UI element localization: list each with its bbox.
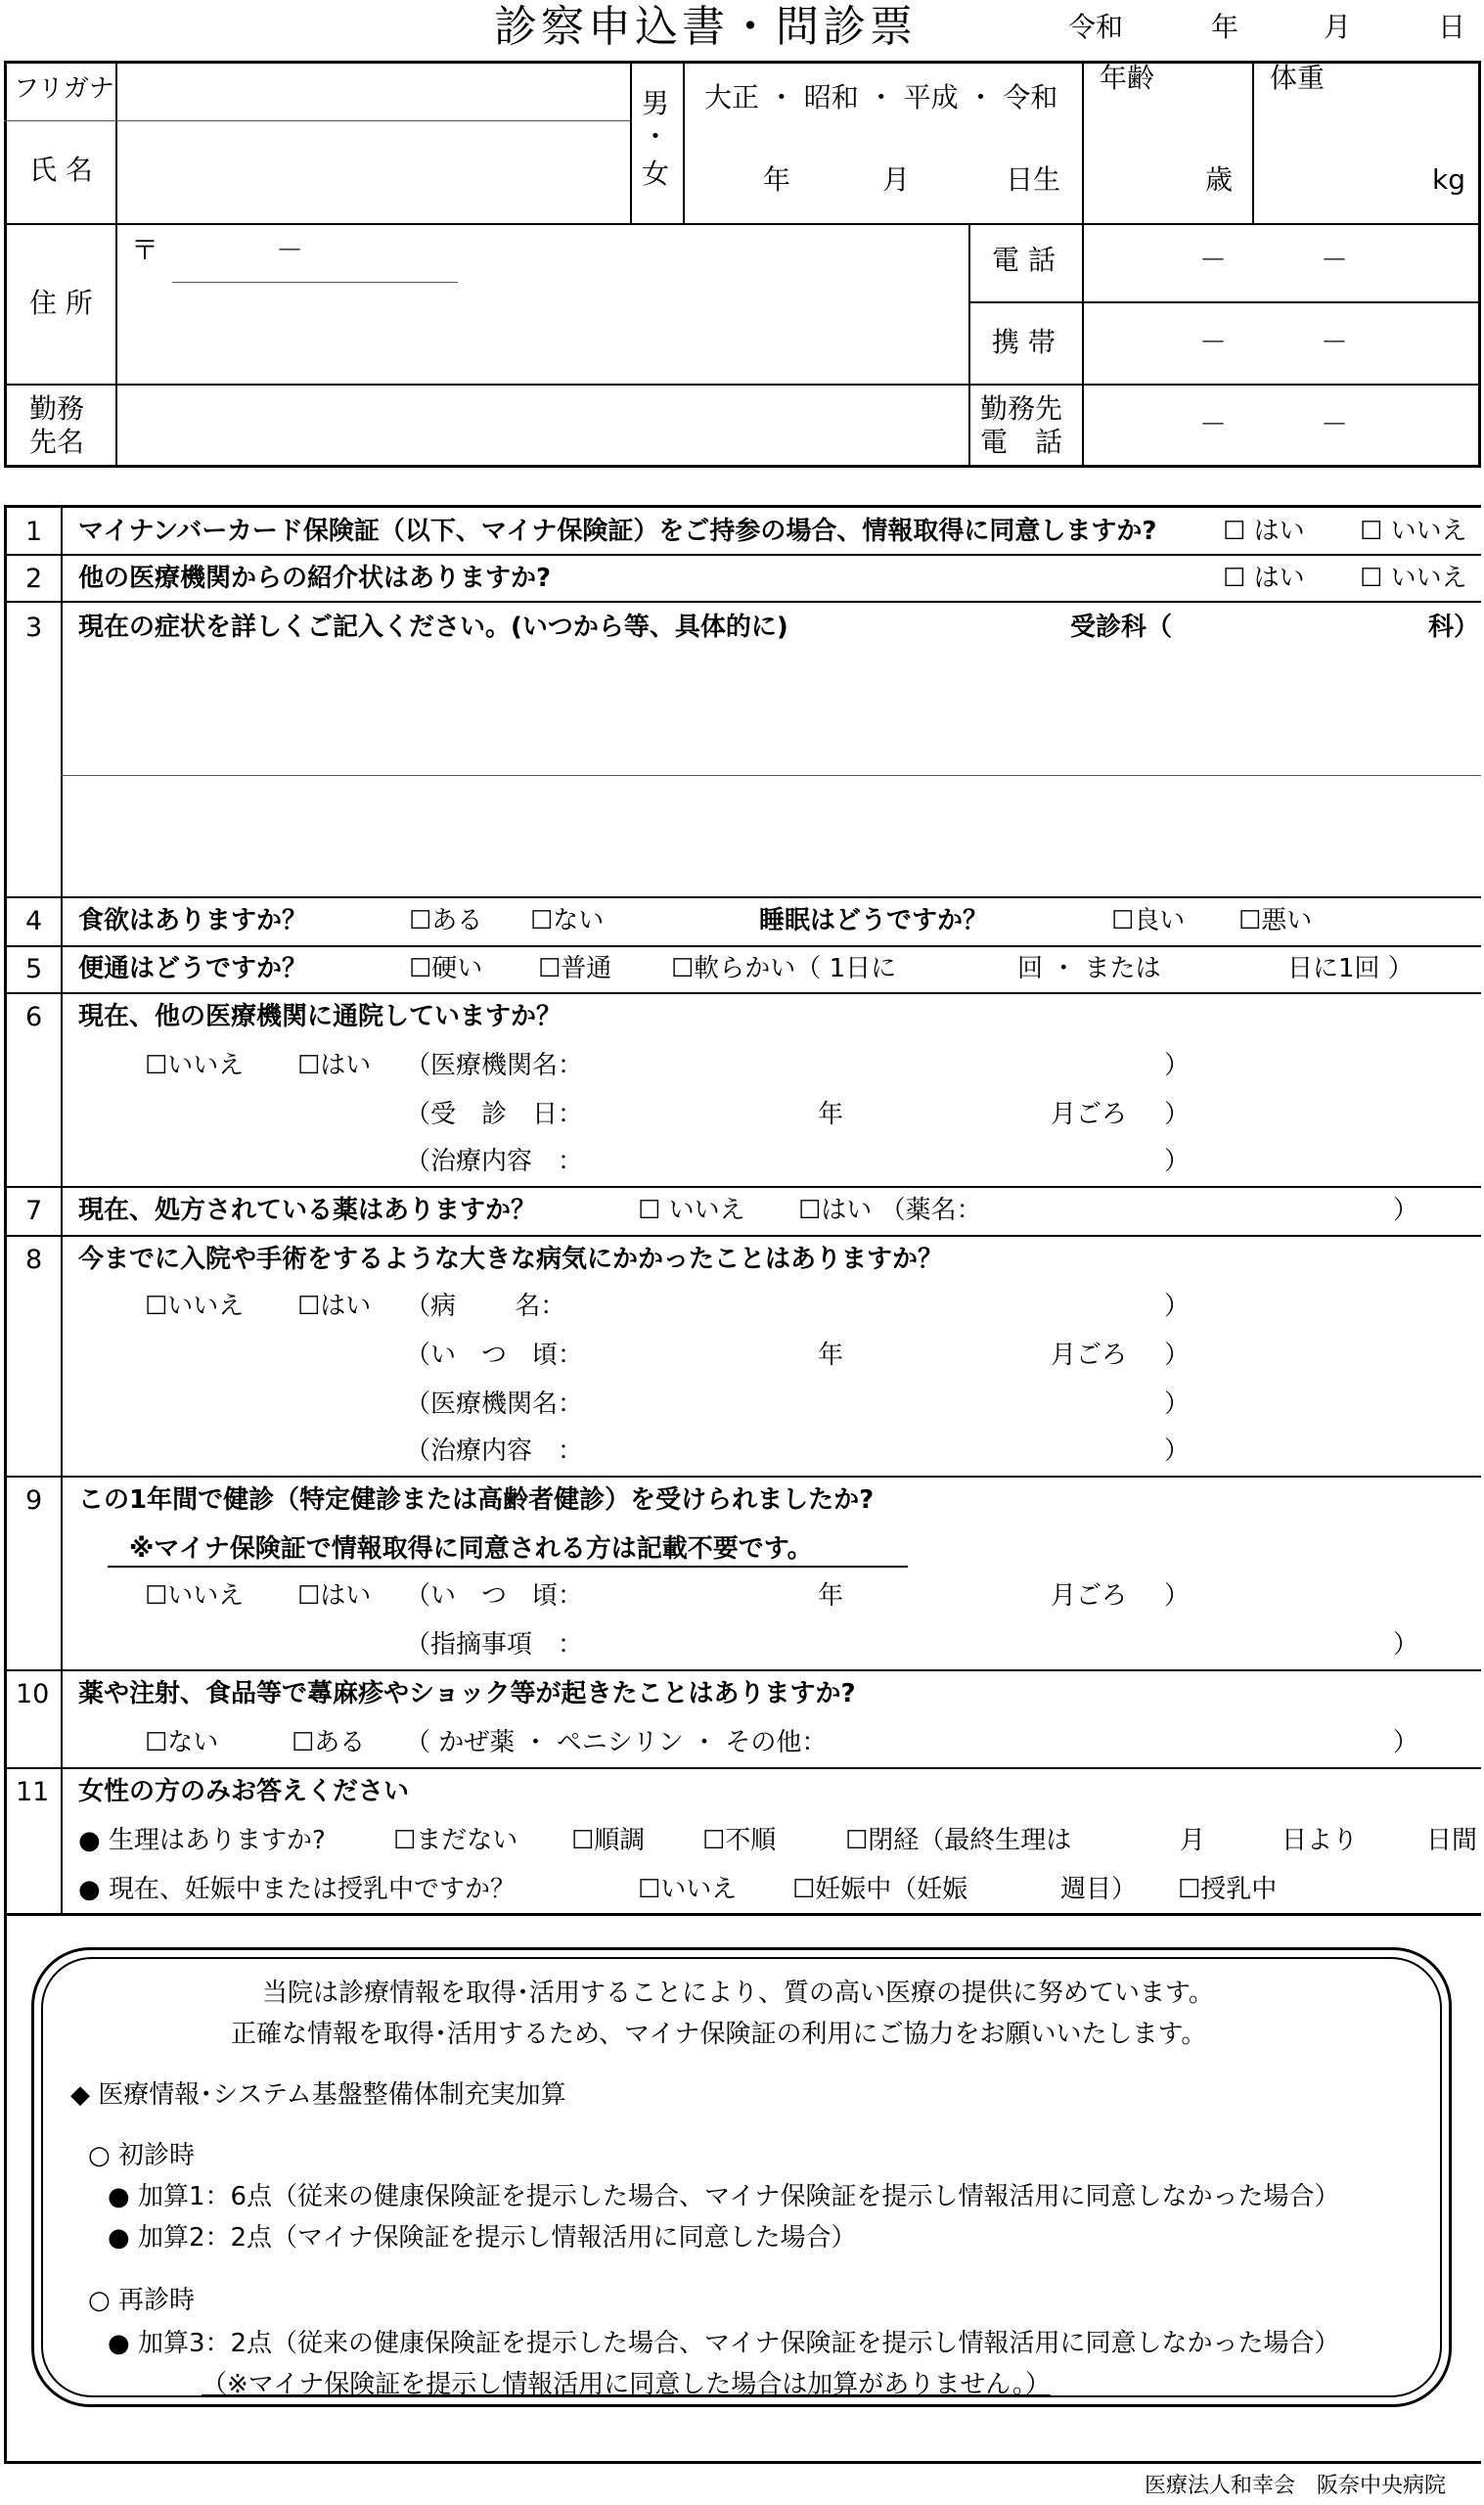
q8-disease-close: ） bbox=[1164, 1292, 1191, 1321]
q8-when-close: ） bbox=[1164, 1341, 1191, 1370]
q6-institution-close: ） bbox=[1164, 1051, 1191, 1080]
phone-label: 電 話 bbox=[992, 244, 1056, 276]
q10-number: 10 bbox=[16, 1679, 50, 1709]
q6-date-close: ） bbox=[1164, 1100, 1191, 1129]
q11-period-days: 日間 bbox=[1426, 1826, 1478, 1855]
q6-date-month: 月ごろ bbox=[1051, 1100, 1128, 1129]
q2-text: 他の医療機関からの紹介状はありますか? bbox=[78, 564, 552, 593]
q3-symptoms-field[interactable] bbox=[65, 650, 1477, 892]
q1-number: 1 bbox=[25, 517, 43, 547]
q4-appetite-no[interactable]: ☐ない bbox=[530, 906, 605, 935]
q9-text: この1年間で健診（特定健診または高齢者健診）を受けられましたか? bbox=[78, 1485, 875, 1515]
notice-heading: ◆ 医療情報･システム基盤整備体制充実加算 bbox=[70, 2080, 566, 2110]
q6-no[interactable]: ☐いいえ bbox=[145, 1051, 245, 1080]
q11-period-none[interactable]: ☐まだない bbox=[393, 1826, 518, 1855]
q4-sleep-bad[interactable]: ☐悪い bbox=[1238, 906, 1313, 935]
work-phone-label-1: 勤務先 bbox=[980, 392, 1063, 425]
q11-period-menopause[interactable]: ☐閉経（最終生理は bbox=[845, 1826, 1072, 1855]
postal-underline bbox=[172, 282, 458, 283]
q5-days: 日に1回 ） bbox=[1287, 954, 1414, 983]
q8-when-year: 年 bbox=[818, 1341, 844, 1370]
q8-when-month: 月ごろ bbox=[1051, 1341, 1128, 1370]
q7-yes[interactable]: ☐はい （薬名： bbox=[798, 1196, 982, 1225]
q9-note: ※マイナ保険証で情報取得に同意される方は記載不要です。 bbox=[129, 1534, 813, 1564]
q8-institution-close: ） bbox=[1164, 1389, 1191, 1419]
weight-field[interactable] bbox=[1256, 98, 1428, 219]
age-field[interactable] bbox=[1086, 98, 1199, 219]
date-era: 令和 bbox=[1068, 11, 1124, 43]
q5-soft[interactable]: ☐軟らかい（ 1日に bbox=[671, 954, 897, 983]
sex-male[interactable]: 男 bbox=[642, 87, 670, 119]
q7-close: ） bbox=[1393, 1196, 1419, 1225]
q2-yes[interactable]: ☐ はい bbox=[1223, 564, 1305, 593]
age-label: 年齢 bbox=[1100, 62, 1155, 94]
q5-times: 回 ・ または bbox=[1017, 954, 1161, 983]
q11-pregnancy-question: ● 現在、妊娠中または授乳中ですか？ bbox=[78, 1875, 516, 1904]
q7-number: 7 bbox=[25, 1196, 43, 1226]
birth-day-unit: 日生 bbox=[1006, 163, 1061, 196]
phone-dash-1: － bbox=[1199, 244, 1228, 276]
page-title: 診察申込書・問診票 bbox=[494, 2, 917, 52]
birth-month-unit: 月 bbox=[882, 163, 911, 196]
q5-hard[interactable]: ☐硬い bbox=[409, 954, 483, 983]
work-phone-dash-2: － bbox=[1321, 408, 1349, 440]
date-month-unit: 月 bbox=[1324, 11, 1352, 43]
birth-year-unit: 年 bbox=[763, 163, 791, 196]
mobile-dash-1: － bbox=[1199, 326, 1228, 358]
furigana-label: フリガナ bbox=[14, 74, 114, 104]
q11-period-regular[interactable]: ☐順調 bbox=[571, 1826, 646, 1855]
q11-period-irregular[interactable]: ☐不順 bbox=[702, 1826, 777, 1855]
q9-when-year: 年 bbox=[818, 1581, 844, 1611]
q5-text: 便通はどうですか？ bbox=[78, 954, 308, 983]
q11-period-question: ● 生理はありますか? bbox=[78, 1826, 326, 1855]
date-day-unit: 日 bbox=[1438, 11, 1466, 43]
q11-period-from: 日より bbox=[1282, 1826, 1359, 1855]
notice-revisit: ○ 再診時 bbox=[88, 2286, 195, 2315]
notice-add3: ● 加算3：2点（従来の健康保険証を提示した場合、マイナ保険証を提示し情報活用に同意しなかった場合） bbox=[108, 2329, 1340, 2358]
q8-text: 今までに入院や手術をするような大きな病気にかかったことはありますか？ bbox=[78, 1245, 944, 1274]
q6-date-year: 年 bbox=[818, 1100, 844, 1129]
q8-number: 8 bbox=[25, 1245, 43, 1275]
q4-sleep-good[interactable]: ☐良い bbox=[1111, 906, 1186, 935]
sex-dot: ・ bbox=[642, 120, 670, 153]
phone-dash-2: － bbox=[1321, 244, 1349, 276]
q4-appetite-yes[interactable]: ☐ある bbox=[409, 906, 483, 935]
q10-close: ） bbox=[1393, 1728, 1419, 1757]
q11-breastfeeding[interactable]: ☐授乳中 bbox=[1178, 1875, 1278, 1904]
q4-text: 食欲はありますか？ bbox=[78, 906, 308, 935]
q10-detail[interactable]: （ かぜ薬 ・ ペニシリン ・ その他： bbox=[405, 1728, 828, 1757]
q8-treatment-close: ） bbox=[1164, 1436, 1191, 1466]
q9-number: 9 bbox=[25, 1485, 43, 1516]
notice-first-visit: ○ 初診時 bbox=[88, 2141, 195, 2170]
q2-number: 2 bbox=[25, 564, 43, 594]
q9-note-underline bbox=[108, 1566, 908, 1568]
q8-when-label: （い つ 頃： bbox=[405, 1341, 584, 1370]
q5-normal[interactable]: ☐普通 bbox=[538, 954, 612, 983]
birth-eras[interactable]: 大正 ・ 昭和 ・ 平成 ・ 令和 bbox=[704, 81, 1058, 114]
notice-line-2: 正確な情報を取得･活用するため、マイナ保険証の利用にご協力をお願いいたします。 bbox=[231, 2020, 1207, 2049]
q6-yes[interactable]: ☐はい bbox=[297, 1051, 372, 1080]
weight-unit: kg bbox=[1432, 163, 1465, 196]
q9-no[interactable]: ☐いいえ bbox=[145, 1581, 245, 1611]
q11-number: 11 bbox=[16, 1777, 50, 1807]
age-unit: 歳 bbox=[1205, 163, 1234, 196]
name-label: 氏 名 bbox=[29, 154, 93, 186]
q2-no[interactable]: ☐ いいえ bbox=[1360, 564, 1467, 593]
q10-yes[interactable]: ☐ある bbox=[292, 1728, 366, 1757]
q6-text: 現在、他の医療機関に通院していますか？ bbox=[78, 1002, 562, 1031]
q8-treatment-label: （治療内容 ： bbox=[405, 1436, 584, 1466]
q6-treatment-close: ） bbox=[1164, 1147, 1191, 1176]
postal-dash: － bbox=[276, 234, 304, 266]
q7-no[interactable]: ☐ いいえ bbox=[638, 1196, 745, 1225]
workplace-label-1: 勤務 bbox=[29, 392, 85, 425]
q7-text: 現在、処方されている薬はありますか？ bbox=[78, 1196, 537, 1225]
q6-institution-label: （医療機関名： bbox=[405, 1051, 584, 1080]
notice-add3-note: （※マイナ保険証を提示し情報活用に同意した場合は加算がありません。） bbox=[202, 2370, 1051, 2399]
q5-number: 5 bbox=[25, 954, 43, 984]
q11-pregnant-weeks: 週目） bbox=[1060, 1875, 1138, 1904]
q1-text: マイナンバーカード保険証（以下、マイナ保険証）をご持参の場合、情報取得に同意しますか? bbox=[78, 517, 1157, 546]
q4-sleep-text: 睡眠はどうですか？ bbox=[759, 906, 989, 935]
q9-when-label: （い つ 頃： bbox=[405, 1581, 584, 1611]
q1-no[interactable]: ☐ いいえ bbox=[1360, 517, 1467, 546]
notice-line-1: 当院は診療情報を取得･活用することにより、質の高い医療の提供に努めています。 bbox=[262, 1979, 1214, 2008]
work-phone-label-2: 電 話 bbox=[980, 426, 1063, 458]
name-field[interactable] bbox=[119, 123, 626, 221]
q6-date-label: （受 診 日： bbox=[405, 1100, 584, 1129]
q11-pregnancy-no[interactable]: ☐いいえ bbox=[638, 1875, 738, 1904]
weight-label: 体重 bbox=[1270, 62, 1326, 94]
q11-pregnant[interactable]: ☐妊娠中（妊娠 bbox=[792, 1875, 968, 1904]
q3-number: 3 bbox=[25, 613, 43, 643]
notice-add2: ● 加算2：2点（マイナ保険証を提示し情報活用に同意した場合） bbox=[108, 2223, 857, 2253]
sex-female[interactable]: 女 bbox=[642, 158, 670, 190]
q11-text: 女性の方のみお答えください bbox=[78, 1777, 410, 1806]
q9-when-close: ） bbox=[1164, 1581, 1191, 1611]
q10-none[interactable]: ☐ない bbox=[145, 1728, 219, 1757]
q11-period-month: 月 bbox=[1180, 1826, 1206, 1855]
q4-number: 4 bbox=[25, 906, 43, 936]
furigana-field[interactable] bbox=[119, 65, 626, 118]
notice-add1: ● 加算1：6点（従来の健康保険証を提示した場合、マイナ保険証を提示し情報活用に同意しなかった場合） bbox=[108, 2182, 1340, 2211]
q9-when-month: 月ごろ bbox=[1051, 1581, 1128, 1611]
work-phone-dash-1: － bbox=[1199, 408, 1228, 440]
mobile-dash-2: － bbox=[1321, 326, 1349, 358]
q3-text: 現在の症状を詳しくご記入ください。(いつから等、具体的に) bbox=[78, 613, 788, 642]
q6-treatment-label: （治療内容 ： bbox=[405, 1147, 584, 1176]
q3-department-end: 科） bbox=[1428, 613, 1480, 642]
address-field[interactable] bbox=[119, 290, 965, 380]
q8-yes[interactable]: ☐はい bbox=[297, 1292, 372, 1321]
hospital-name: 医療法人和幸会 阪奈中央病院 bbox=[1145, 2474, 1447, 2498]
q6-number: 6 bbox=[25, 1002, 43, 1032]
q9-finding-label: （指摘事項 ： bbox=[405, 1630, 584, 1660]
workplace-label-2: 先名 bbox=[29, 426, 85, 458]
q8-disease-label: （病 名： bbox=[405, 1292, 566, 1321]
address-label: 住 所 bbox=[29, 287, 93, 319]
q1-yes[interactable]: ☐ はい bbox=[1223, 517, 1305, 546]
q9-yes[interactable]: ☐はい bbox=[297, 1581, 372, 1611]
q8-no[interactable]: ☐いいえ bbox=[145, 1292, 245, 1321]
q8-institution-label: （医療機関名： bbox=[405, 1389, 584, 1419]
workplace-field[interactable] bbox=[119, 387, 965, 464]
q9-finding-close: ） bbox=[1393, 1630, 1419, 1660]
date-year-unit: 年 bbox=[1211, 11, 1239, 43]
q10-text: 薬や注射、食品等で蕁麻疹やショック等が起きたことはありますか? bbox=[78, 1679, 856, 1708]
mobile-label: 携 帯 bbox=[992, 326, 1056, 358]
q3-department-label: 受診科（ bbox=[1070, 613, 1173, 642]
postal-mark: 〒 bbox=[131, 234, 159, 266]
